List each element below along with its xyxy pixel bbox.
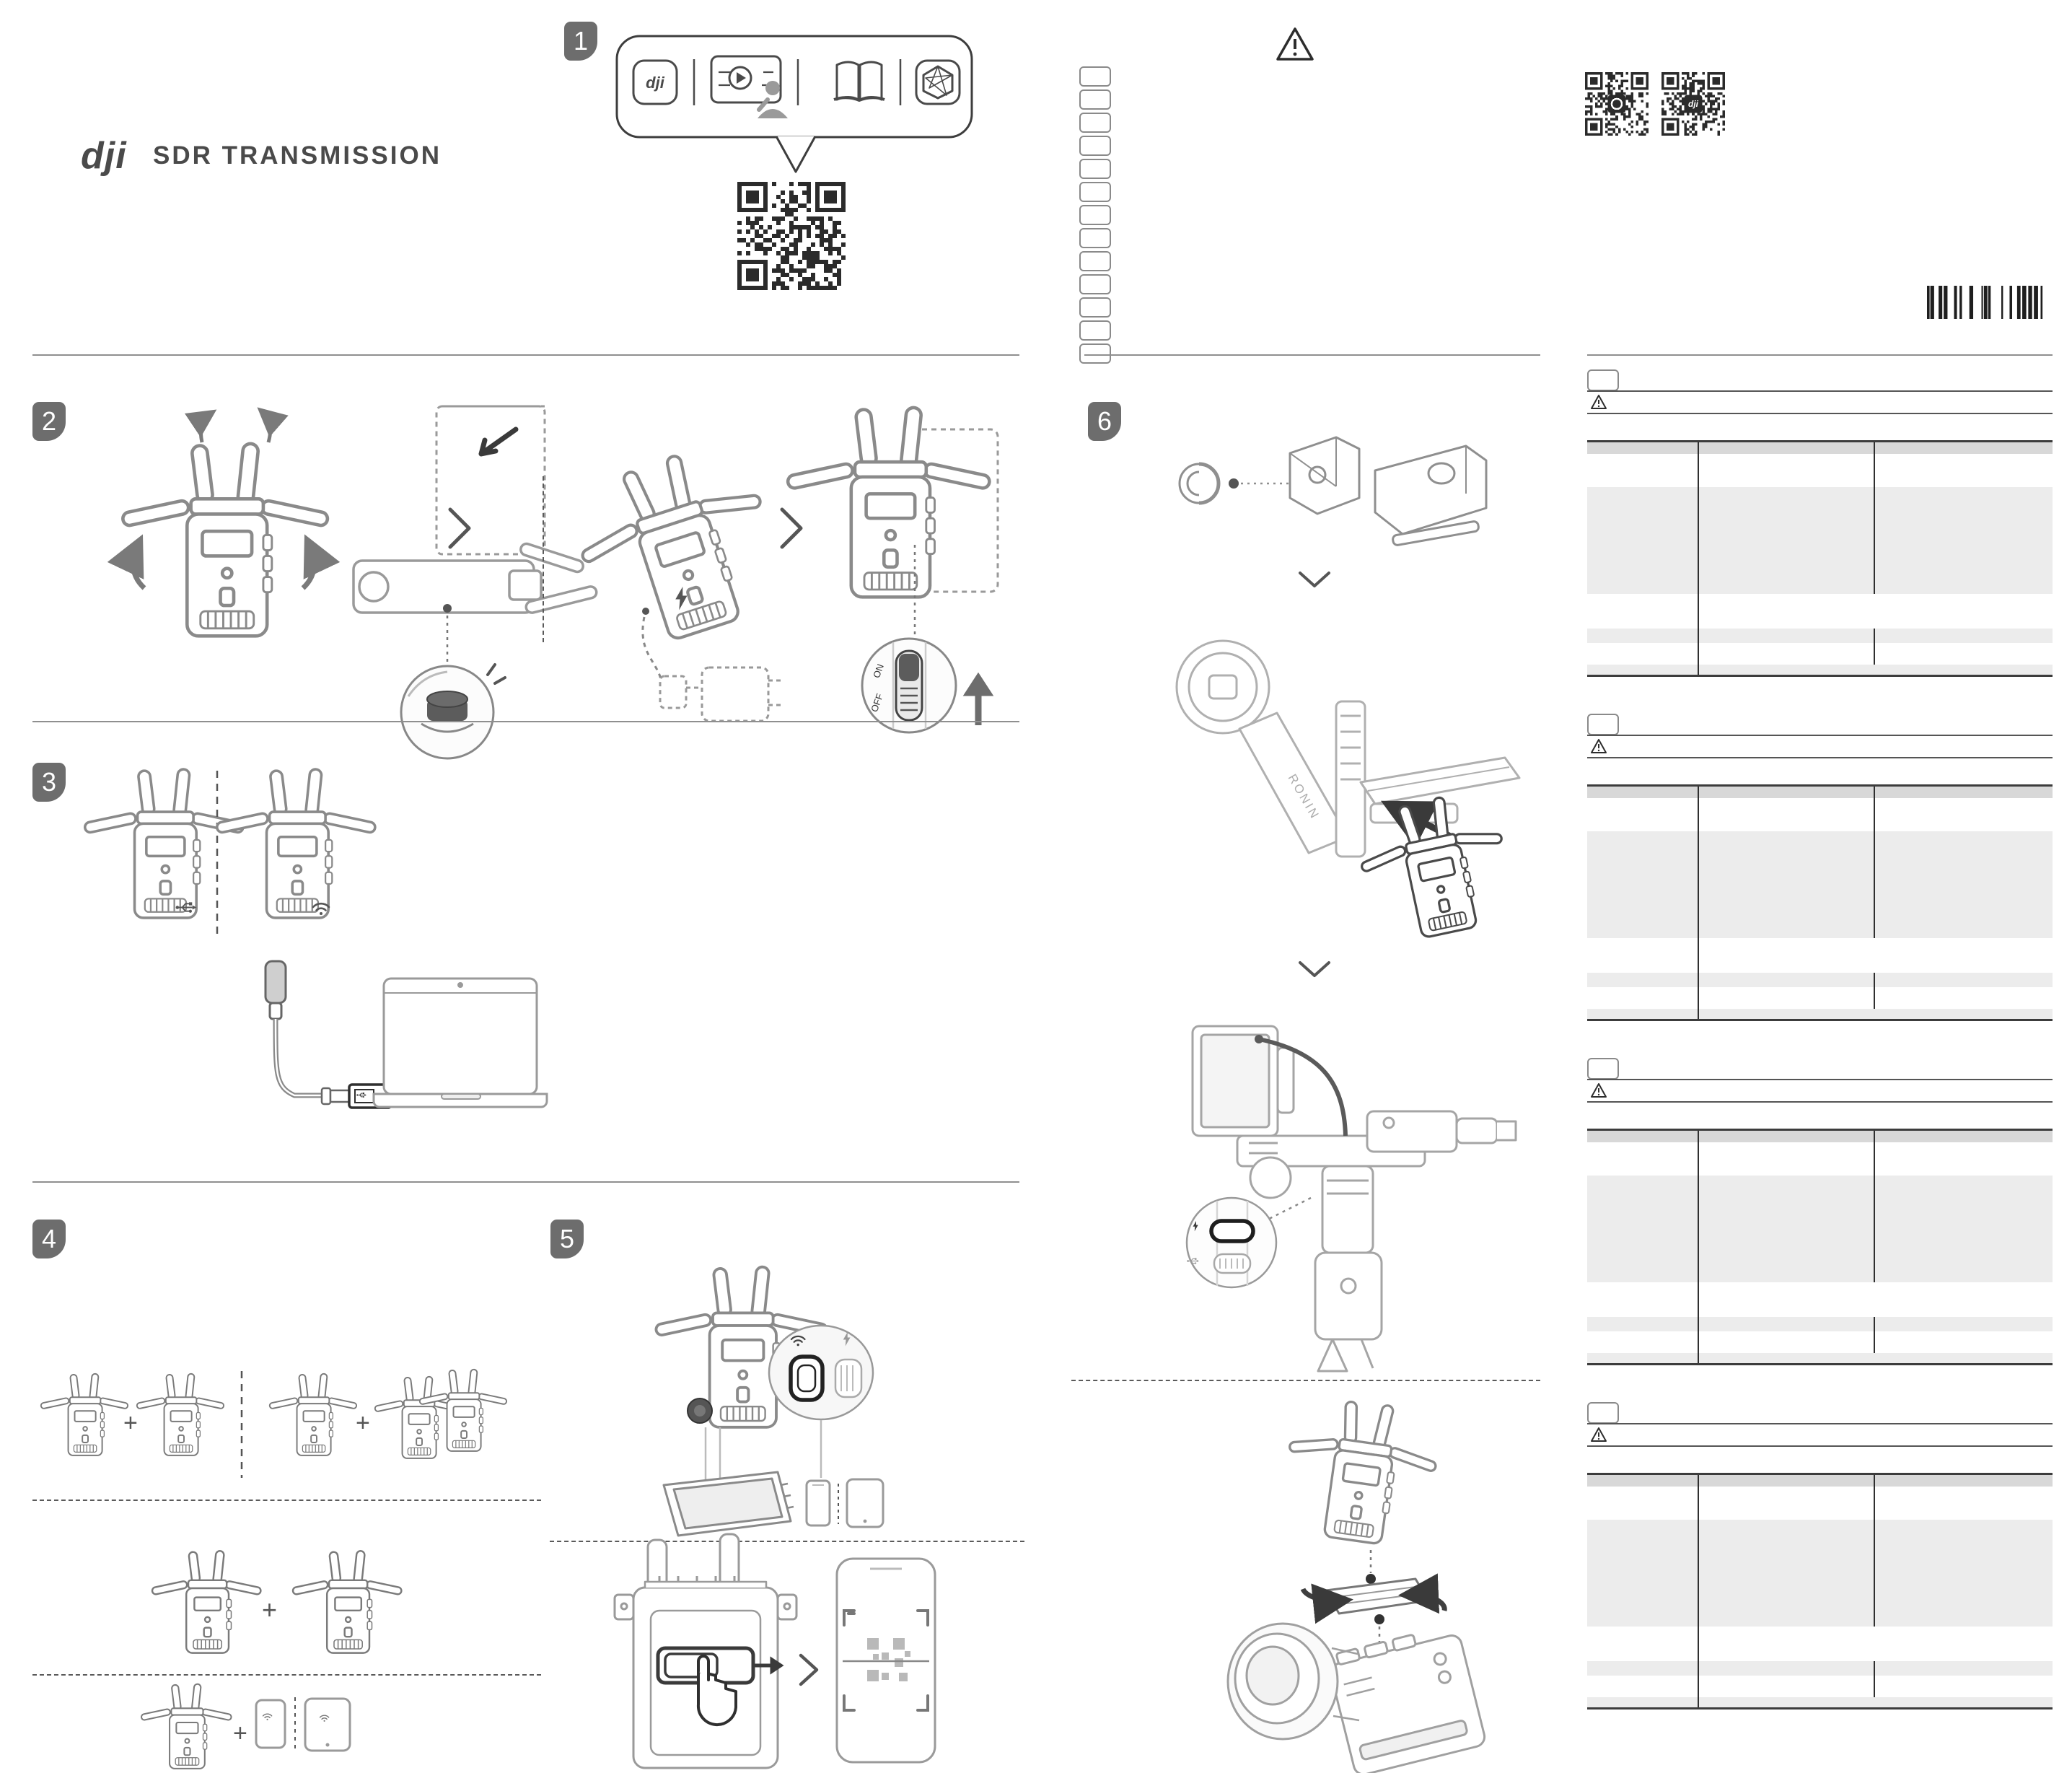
power-off-label: OFF [869, 692, 886, 714]
language-slot [1079, 343, 1111, 364]
svg-text:+: + [233, 1720, 247, 1747]
step3-connection-modes-diagram [83, 763, 357, 958]
qr-code-main [737, 182, 846, 290]
spec-table [1587, 1473, 2053, 1709]
step6-camera-mount-diagram [1190, 1394, 1529, 1773]
power-switch-magnifier [862, 639, 956, 732]
dji-logo: dji [81, 135, 127, 177]
step6-mount-assembly-diagram [1154, 427, 1493, 582]
step4-pairing-combos-row1 [32, 1362, 530, 1489]
step4-pairing-mobile-row3 [119, 1680, 436, 1773]
divider [1071, 1380, 1540, 1381]
qr-code-support [1585, 72, 1649, 136]
language-slot [1079, 320, 1111, 341]
rule [1587, 354, 2053, 356]
language-tag-box [1587, 714, 1619, 735]
step-3-badge: 3 [32, 763, 66, 802]
tablet [847, 1479, 883, 1527]
svg-text:dji: dji [1688, 99, 1698, 110]
warning-icon [1590, 1082, 1607, 1098]
step2-power-on-diagram [807, 397, 1023, 743]
power-on-label: ON [871, 662, 886, 680]
language-slot [1079, 205, 1111, 225]
rule [1084, 354, 1540, 356]
step-1-resources-bubble [613, 30, 981, 185]
phone [807, 1481, 830, 1525]
language-slot [1079, 89, 1111, 110]
chevron-down-icon [1297, 960, 1332, 980]
chevron-right-icon [778, 505, 807, 551]
step6-gimbal-slide-in-diagram [1154, 615, 1522, 940]
svg-text:+: + [356, 1409, 370, 1437]
step-6-badge: 6 [1088, 402, 1121, 441]
laptop [374, 979, 547, 1107]
up-arrow [969, 678, 988, 725]
step5-output-ports-diagram [649, 1256, 996, 1544]
divider [543, 476, 544, 642]
rotating-adapter [1303, 1579, 1444, 1648]
port-detail-magnifier [769, 1326, 873, 1419]
language-slot [1079, 136, 1111, 156]
language-slot [1079, 159, 1111, 179]
warning-icon [1590, 738, 1607, 754]
chevron-down-icon [1297, 570, 1332, 590]
language-tag-box [1587, 1402, 1619, 1424]
qr-scan-phone [837, 1559, 935, 1762]
spec-table [1587, 440, 2053, 677]
connector-detail-magnifier [401, 665, 505, 758]
cinema-camera [1228, 1624, 1487, 1773]
step3-usb-cable-laptop-diagram [202, 953, 556, 1158]
language-tag-box [1587, 1058, 1619, 1080]
warning-icon [1590, 394, 1607, 410]
step6-gimbal-cabling-diagram [1151, 1004, 1533, 1376]
language-slot-list [1079, 66, 1111, 367]
language-slot [1079, 113, 1111, 133]
step-5-badge: 5 [550, 1220, 584, 1258]
step4-pairing-combos-row2 [126, 1543, 444, 1669]
spec-table [1587, 784, 2053, 1021]
gimbal-port-magnifier [1187, 1198, 1276, 1287]
divider [32, 1500, 541, 1501]
svg-text:dji: dji [646, 74, 664, 92]
language-slot [1079, 182, 1111, 202]
svg-text:+: + [123, 1409, 138, 1437]
divider [32, 1674, 541, 1676]
barcode [1919, 286, 2043, 319]
rule [32, 354, 1019, 356]
language-slot [1079, 228, 1111, 248]
spec-block-3 [1587, 1058, 2053, 1361]
page-title: SDR TRANSMISSION [153, 141, 442, 170]
spec-table [1587, 1129, 2053, 1365]
spec-block-4 [1587, 1402, 2053, 1705]
rule [32, 1181, 1019, 1183]
step2-charging-diagram [559, 422, 797, 740]
svg-text:+: + [262, 1595, 278, 1624]
rule [32, 721, 1019, 722]
language-slot [1079, 297, 1111, 318]
warning-icon [1276, 26, 1314, 64]
gimbal-arm-label: RONIN [1285, 771, 1322, 823]
step-4-badge: 4 [32, 1220, 66, 1258]
step-2-badge: 2 [32, 402, 66, 441]
phone [256, 1700, 285, 1748]
step5-qr-pairing-diagram [613, 1553, 960, 1769]
language-slot [1079, 274, 1111, 294]
language-slot [1079, 66, 1111, 87]
field-monitor [664, 1472, 794, 1536]
language-slot [1079, 251, 1111, 271]
language-tag-box [1587, 369, 1619, 391]
tablet [305, 1699, 350, 1751]
step-1-badge: 1 [564, 22, 597, 61]
qr-code-dji [1661, 72, 1725, 136]
step2-unfold-antennas-diagram [94, 408, 346, 653]
spec-block-1 [1587, 369, 2053, 673]
divider [550, 1541, 1024, 1542]
warning-icon [1590, 1427, 1607, 1443]
spec-block-2 [1587, 714, 2053, 1017]
